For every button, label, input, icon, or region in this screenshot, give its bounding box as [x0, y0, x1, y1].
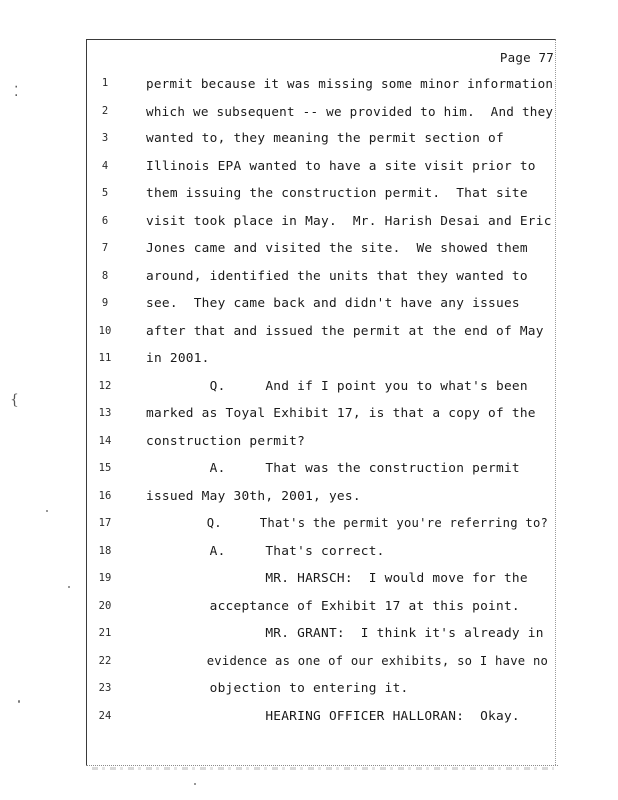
transcript-line: issued May 30th, 2001, yes.: [146, 488, 361, 504]
footer-strip: [92, 767, 554, 770]
transcript-line: construction permit?: [146, 433, 306, 449]
transcript-line: visit took place in May. Mr. Harish Desai and Eric: [146, 213, 552, 229]
transcript-line: after that and issued the permit at the end of May: [146, 323, 544, 339]
transcript-line: evidence as one of our exhibits, so I have no: [146, 653, 549, 668]
scan-speck: [68, 586, 70, 588]
line-number: 6: [101, 214, 109, 227]
line-number: 1: [101, 77, 109, 89]
transcript-line: A. That was the construction permit: [146, 461, 520, 476]
scan-speck: [46, 510, 48, 512]
transcript-line: objection to entering it.: [146, 681, 409, 696]
transcript-line: Illinois EPA wanted to have a site visit prior to: [146, 158, 536, 174]
transcript-line: wanted to, they meaning the permit section of: [146, 131, 504, 146]
line-number: 2: [101, 104, 109, 117]
transcript-line: which we subsequent -- we provided to him. And they: [146, 103, 554, 119]
line-number: 4: [101, 159, 109, 172]
line-number: 9: [101, 297, 109, 309]
bottom-rule: [86, 765, 558, 766]
transcript-line: see. They came back and didn't have any issues: [146, 296, 520, 311]
transcript-line: acceptance of Exhibit 17 at this point.: [146, 598, 520, 614]
line-number: 12: [98, 379, 112, 392]
line-number: 11: [98, 352, 112, 364]
line-number: 23: [98, 682, 112, 694]
transcript-line: Q. That's the permit you're referring to?: [146, 516, 549, 530]
transcript-line: marked as Toyal Exhibit 17, is that a copy of the: [146, 406, 536, 421]
line-number: 21: [98, 627, 112, 639]
line-number: 13: [98, 407, 112, 419]
page-number: Page 77: [499, 50, 554, 65]
margin-mark: ⁚: [14, 84, 19, 100]
scan-speck: [194, 783, 196, 785]
line-number: 17: [98, 517, 112, 529]
line-number: 7: [101, 242, 109, 254]
line-number: 22: [98, 654, 112, 667]
line-number: 8: [101, 269, 109, 282]
line-number: 20: [98, 599, 112, 612]
line-number: 15: [98, 462, 112, 474]
transcript-line: MR. GRANT: I think it's already in: [146, 626, 544, 641]
line-number: 5: [101, 187, 109, 199]
transcript-line: MR. HARSCH: I would move for the: [146, 571, 528, 586]
line-number: 18: [98, 544, 112, 557]
transcript-line: in 2001.: [146, 351, 210, 366]
line-number: 16: [98, 489, 112, 502]
transcript-line: HEARING OFFICER HALLORAN: Okay.: [146, 708, 520, 724]
line-number: 14: [98, 434, 112, 447]
transcript-line: Jones came and visited the site. We showed them: [146, 241, 528, 256]
transcript-line: around, identified the units that they wanted to: [146, 268, 528, 284]
transcript-line: them issuing the construction permit. That site: [146, 186, 528, 201]
line-number: 19: [98, 572, 112, 584]
line-number: 10: [98, 324, 112, 337]
line-number: 24: [98, 709, 112, 722]
transcript-line: Q. And if I point you to what's been: [146, 378, 528, 394]
transcript-line: permit because it was missing some minor information: [146, 76, 554, 91]
transcript-line: A. That's correct.: [146, 543, 385, 559]
line-number: 3: [101, 132, 109, 144]
margin-brace-mark: {: [10, 392, 19, 408]
scan-speck: [18, 700, 20, 703]
